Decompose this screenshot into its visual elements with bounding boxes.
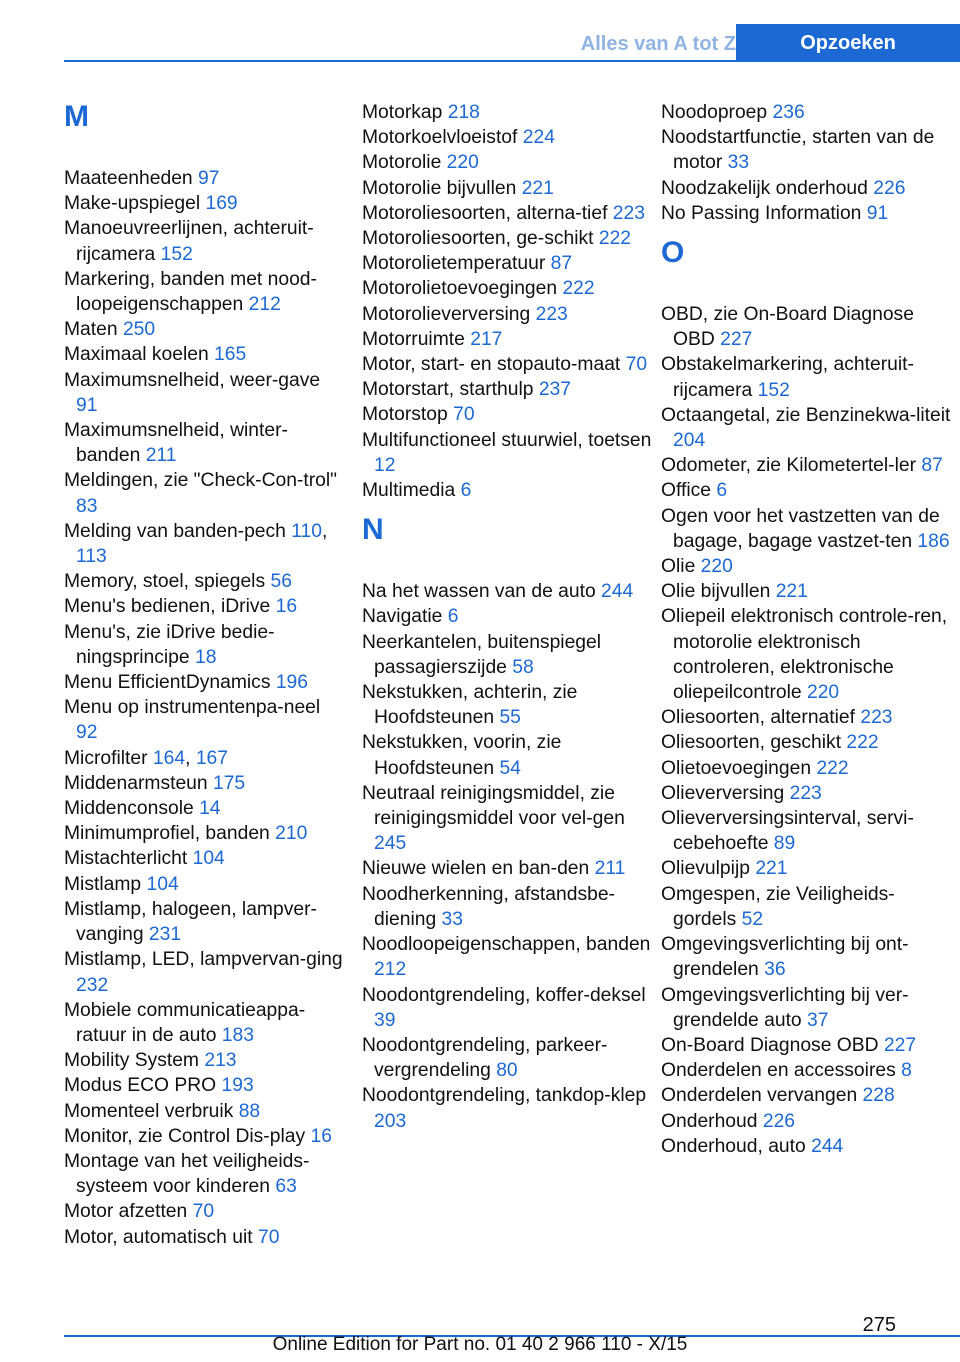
- page-link[interactable]: 55: [499, 707, 521, 729]
- page-link[interactable]: 104: [146, 873, 179, 895]
- page-link[interactable]: 87: [550, 253, 573, 275]
- entry-term: Noodontgrendeling, koffer-deksel: [362, 984, 646, 1006]
- page-link[interactable]: 223: [860, 707, 893, 729]
- entry-term: Onderhoud, auto: [661, 1135, 806, 1157]
- page-link[interactable]: 70: [625, 354, 648, 376]
- index-entry: [661, 756, 953, 781]
- index-entry: [661, 806, 953, 856]
- index-entry: [64, 317, 346, 342]
- page-link[interactable]: 223: [612, 202, 645, 224]
- page-link[interactable]: 70: [257, 1226, 280, 1248]
- index-entry: [362, 730, 654, 780]
- index-entry: [661, 403, 953, 453]
- index-entry: [362, 630, 654, 680]
- page-number: 275: [862, 1314, 896, 1336]
- page-link[interactable]: 56: [270, 571, 292, 593]
- index-entry: [64, 1048, 346, 1073]
- entry-term: OBD, zie On-Board Diagnose OBD: [661, 304, 914, 351]
- page-link[interactable]: 113: [76, 546, 107, 568]
- page-link[interactable]: 89: [773, 833, 796, 855]
- page-link[interactable]: 211: [594, 858, 626, 880]
- entry-term: Middenarmsteun: [64, 772, 208, 794]
- page-link[interactable]: 14: [199, 798, 221, 820]
- index-entry: [661, 1134, 953, 1159]
- index-entry: [64, 897, 346, 947]
- index-entry: [362, 226, 654, 251]
- entry-term: Onderhoud: [661, 1110, 758, 1132]
- index-entry: [64, 1199, 346, 1224]
- entry-term: Noodzakelijk onderhoud: [661, 177, 868, 199]
- index-entry: [362, 176, 654, 201]
- entry-term: Montage van het veiligheids-systeem voor kinderen: [64, 1150, 310, 1198]
- page-link[interactable]: 210: [275, 823, 308, 845]
- entry-term: Noodontgrendeling, parkeer-vergrendeling: [362, 1034, 608, 1082]
- page-link[interactable]: 244: [601, 581, 634, 603]
- entry-term: Mistlamp, halogeen, lampver-vanging: [64, 898, 317, 946]
- entry-term: Octaangetal, zie Benzinekwa-liteit: [661, 404, 951, 426]
- index-entry: [661, 1033, 953, 1058]
- page-link[interactable]: 12: [374, 454, 396, 476]
- index-entry: [362, 150, 654, 175]
- index-entry: [661, 1109, 953, 1134]
- index-entry: [362, 251, 654, 276]
- entry-term: Noodoproep: [661, 102, 768, 123]
- entry-term: Motorstop: [362, 404, 448, 426]
- index-entry: [661, 579, 953, 604]
- entry-term: Olietoevoegingen: [661, 757, 812, 779]
- page-link[interactable]: 6: [447, 606, 459, 628]
- page-link[interactable]: 52: [741, 908, 764, 930]
- entry-term: Noodherkenning, afstandsbe-diening: [362, 883, 615, 930]
- entry-term: Menu EfficientDynamics: [64, 672, 271, 694]
- entry-term: Multimedia: [362, 480, 456, 502]
- entry-term: Motorolietemperatuur: [362, 253, 546, 275]
- page-link[interactable]: 16: [310, 1125, 332, 1147]
- page-link[interactable]: 222: [562, 278, 595, 300]
- index-entry: [661, 604, 953, 705]
- index-entry: [362, 428, 654, 478]
- index-entry: [64, 821, 346, 846]
- entry-term: Olieverversing: [661, 782, 785, 804]
- index-entry: [64, 1073, 346, 1098]
- page-link[interactable]: 226: [873, 177, 906, 199]
- index-entry: [64, 670, 346, 695]
- page-link[interactable]: 223: [789, 782, 822, 804]
- index-entry: [64, 1099, 346, 1124]
- page-link[interactable]: 183: [221, 1024, 254, 1046]
- page-link[interactable]: 91: [76, 394, 98, 416]
- index-entry: [64, 418, 346, 468]
- index-entry: [362, 302, 654, 327]
- page-link[interactable]: 193: [221, 1075, 254, 1097]
- entry-term: Oliesoorten, geschikt: [661, 732, 842, 754]
- section-letter: N: [362, 513, 384, 547]
- index-entry: [64, 620, 346, 670]
- page-link[interactable]: 221: [775, 581, 808, 603]
- index-entry: [64, 216, 346, 266]
- entry-term: Maten: [64, 319, 118, 341]
- header-bar: [64, 24, 960, 62]
- page-link[interactable]: 16: [275, 596, 298, 618]
- index-entry: [362, 680, 654, 730]
- index-entry: Microfilter 164, 167: [64, 747, 228, 769]
- entry-term: Motorolieverversing: [362, 303, 531, 325]
- entry-term: Onderdelen en accessoires: [661, 1060, 896, 1082]
- index-entry: [362, 125, 654, 150]
- page-link[interactable]: 104: [192, 848, 225, 870]
- index-entry: [661, 983, 953, 1033]
- page-link[interactable]: 237: [538, 379, 571, 401]
- entry-term: Memory, stoel, spiegels: [64, 571, 266, 593]
- entry-term: Obstakelmarkering, achteruit-rijcamera: [661, 354, 914, 401]
- page-link[interactable]: 6: [460, 480, 472, 502]
- index-entry: [64, 594, 346, 619]
- index-entry: [661, 100, 953, 125]
- entry-term: Motoroliesoorten, alterna-tief: [362, 202, 608, 224]
- index-entry: [64, 468, 346, 518]
- page-link[interactable]: 222: [846, 732, 879, 754]
- page-link[interactable]: 169: [205, 193, 238, 215]
- page-link[interactable]: 212: [374, 959, 407, 981]
- page-link[interactable]: 221: [755, 858, 788, 880]
- index-entry: [362, 932, 654, 982]
- index-entry: [64, 1124, 346, 1149]
- index-entry: [362, 377, 654, 402]
- page-link[interactable]: 70: [453, 404, 475, 426]
- entry-term: Odometer, zie Kilometertel-ler: [661, 455, 917, 477]
- page-link[interactable]: 236: [772, 102, 805, 123]
- index-entry: [661, 453, 953, 478]
- page-link[interactable]: 224: [522, 127, 555, 149]
- entry-term: Motorruimte: [362, 328, 465, 350]
- index-entry: [661, 1083, 953, 1108]
- page-link[interactable]: 203: [374, 1110, 407, 1132]
- entry-term: Momenteel verbruik: [64, 1100, 234, 1122]
- tab-alles-van-a-tot-z[interactable]: Alles van A tot Z: [580, 33, 736, 55]
- page-link[interactable]: 212: [248, 294, 281, 316]
- page-link[interactable]: 8: [901, 1060, 912, 1082]
- entry-term: Minimumprofiel, banden: [64, 823, 270, 845]
- index-entry: [661, 478, 953, 503]
- index-entry: [661, 882, 953, 932]
- entry-term: Make-upspiegel: [64, 193, 201, 215]
- page-link[interactable]: 211: [145, 445, 177, 467]
- entry-term: On-Board Diagnose OBD: [661, 1034, 879, 1056]
- entry-term: Mobility System: [64, 1050, 199, 1072]
- entry-term: Mistlamp: [64, 873, 142, 895]
- page-link[interactable]: 152: [160, 243, 193, 265]
- entry-term: Meldingen, zie "Check-Con-trol": [64, 470, 338, 492]
- entry-term: Navigatie: [362, 606, 443, 628]
- page-link[interactable]: 37: [807, 1009, 829, 1031]
- entry-term: Motorkoelvloeistof: [362, 127, 518, 149]
- entry-term: Noodstartfunctie, starten van de motor: [661, 127, 935, 174]
- page-link[interactable]: 175: [212, 772, 246, 794]
- page-link[interactable]: 217: [470, 328, 503, 350]
- entry-term: Motor afzetten: [64, 1201, 188, 1223]
- entry-term: Ogen voor het vastzetten van de bagage, bagage vastzet-ten: [661, 505, 940, 552]
- index-entry: [64, 342, 346, 367]
- index-entry: [362, 983, 654, 1033]
- index-entry: [661, 352, 953, 402]
- index-entry: [362, 1083, 654, 1133]
- page-link[interactable]: 91: [866, 202, 889, 224]
- index-entry: [64, 166, 346, 191]
- index-entry: [661, 730, 953, 755]
- index-entry: [362, 856, 654, 881]
- entry-term: Mistachterlicht: [64, 848, 188, 870]
- index-entry: [362, 100, 654, 125]
- page-link[interactable]: 186: [917, 530, 950, 552]
- page-link[interactable]: 222: [598, 228, 632, 250]
- page-link[interactable]: 213: [204, 1050, 237, 1072]
- index-column-2: [362, 100, 654, 1134]
- index-entry: [661, 856, 953, 881]
- index-entry: [362, 276, 654, 301]
- entry-term: Na het wassen van de auto: [362, 581, 596, 603]
- page-link[interactable]: 110: [291, 520, 323, 542]
- index-entry: [64, 846, 346, 871]
- page-link[interactable]: 228: [862, 1085, 895, 1107]
- entry-term: Nekstukken, voorin, zie Hoofdsteunen: [362, 732, 562, 779]
- index-entry: [64, 1149, 346, 1199]
- page-link[interactable]: 83: [76, 495, 98, 517]
- index-entry: [362, 478, 654, 503]
- page-link[interactable]: 231: [148, 924, 182, 946]
- entry-term: Omgevingsverlichting bij ver-grendelde auto: [661, 984, 909, 1031]
- page-link[interactable]: 204: [673, 430, 706, 452]
- page-link[interactable]: 223: [535, 303, 568, 325]
- index-entry: [64, 267, 346, 317]
- page-link[interactable]: 63: [275, 1176, 297, 1198]
- page-link[interactable]: 232: [76, 974, 109, 996]
- tab-opzoeken[interactable]: Opzoeken: [736, 24, 960, 62]
- entry-term: Neerkantelen, buitenspiegel passagierszijde: [362, 631, 602, 678]
- index-entry: [64, 947, 346, 997]
- entry-term: Motorstart, starthulp: [362, 379, 534, 401]
- page-link[interactable]: 220: [806, 682, 840, 704]
- header-rule: [64, 60, 960, 62]
- index-entry: [661, 125, 953, 175]
- page-link[interactable]: 167: [195, 747, 228, 769]
- index-entry: [362, 327, 654, 352]
- page-link[interactable]: 222: [816, 757, 849, 779]
- index-entry: [362, 579, 654, 604]
- entry-term: Nieuwe wielen en ban-den: [362, 858, 590, 880]
- index-entry: [661, 302, 953, 352]
- page-link[interactable]: 227: [720, 329, 753, 351]
- index-entry: [64, 1225, 346, 1250]
- entry-term: Olievulpijp: [661, 858, 750, 880]
- page-link[interactable]: 70: [192, 1201, 215, 1223]
- page-link[interactable]: 244: [811, 1135, 844, 1157]
- index-entry: [64, 569, 346, 594]
- entry-term: Olie: [661, 556, 696, 578]
- index-entry: [362, 1033, 654, 1083]
- page-link[interactable]: 58: [512, 656, 534, 678]
- page-link[interactable]: 87: [921, 455, 943, 477]
- entry-term: Markering, banden met nood-loopeigenschappen: [64, 268, 317, 316]
- page-link[interactable]: 36: [764, 959, 786, 981]
- index-entry: [661, 1058, 953, 1083]
- entry-term: Oliepeil elektronisch controle-ren, motorolie elektronisch controleren, elektronische oliepeilcontrole: [661, 606, 948, 704]
- entry-term: Motor, start- en stopauto-maat: [362, 354, 621, 376]
- entry-term: Motoroliesoorten, ge-schikt: [362, 228, 594, 250]
- page-link[interactable]: 220: [446, 152, 479, 174]
- entry-term: No Passing Information: [661, 202, 862, 224]
- entry-term: Noodloopeigenschappen, banden: [362, 934, 651, 956]
- page-link[interactable]: 39: [374, 1009, 396, 1031]
- entry-term: Menu's bedienen, iDrive: [64, 596, 271, 618]
- index-column-3: [661, 100, 953, 1159]
- index-entry: [661, 705, 953, 730]
- entry-term: Maateenheden: [64, 168, 193, 189]
- page-link[interactable]: 33: [441, 908, 463, 930]
- page-link[interactable]: 88: [238, 1100, 261, 1122]
- index-entry: [362, 402, 654, 427]
- index-entry: [64, 368, 346, 418]
- page-link[interactable]: 221: [521, 177, 554, 199]
- entry-term: Manoeuvreerlijnen, achteruit-rijcamera: [64, 218, 314, 265]
- entry-term: Onderdelen vervangen: [661, 1085, 858, 1107]
- entry-term: Maximumsnelheid, weer-gave: [64, 369, 321, 391]
- page-link[interactable]: 92: [76, 722, 98, 744]
- index-entry: [64, 695, 346, 745]
- entry-term: Omgespen, zie Veiligheids-gordels: [661, 883, 895, 930]
- page-link[interactable]: 227: [883, 1034, 917, 1056]
- page-link[interactable]: 54: [499, 757, 521, 779]
- index-entry: [64, 998, 346, 1048]
- index-entry: [661, 932, 953, 982]
- entry-term: Office: [661, 480, 712, 502]
- index-entry: [362, 882, 654, 932]
- entry-term: Melding van banden-pech: [64, 520, 286, 542]
- entry-term: Nekstukken, achterin, zie Hoofdsteunen: [362, 682, 578, 729]
- index-entry: [64, 771, 346, 796]
- page-link[interactable]: 6: [716, 480, 728, 502]
- page-link[interactable]: 97: [198, 168, 220, 189]
- page-link[interactable]: 164: [152, 747, 186, 769]
- entry-term: Modus ECO PRO: [64, 1075, 217, 1097]
- entry-term: Omgevingsverlichting bij ont-grendelen: [661, 934, 909, 981]
- section-letter: O: [661, 236, 685, 270]
- entry-term: Middenconsole: [64, 798, 194, 820]
- entry-term: Monitor, zie Control Dis-play: [64, 1125, 306, 1147]
- entry-term: Menu's, zie iDrive bedie-ningsprincipe: [64, 621, 275, 668]
- entry-term: Motor, automatisch uit: [64, 1226, 253, 1248]
- entry-term: Olie bijvullen: [661, 581, 771, 603]
- entry-term: Olieverversingsinterval, servi-cebehoefte: [661, 808, 914, 855]
- section-letter: M: [64, 100, 89, 133]
- entry-term: Motorolie: [362, 152, 442, 174]
- page-link[interactable]: 33: [727, 152, 750, 174]
- entry-term: Motorkap: [362, 102, 443, 123]
- page-link[interactable]: 226: [762, 1110, 796, 1132]
- entry-term: Motorolie bijvullen: [362, 177, 517, 199]
- index-column-1: [64, 100, 346, 1250]
- index-entry: Melding van banden-pech 110, 113: [64, 520, 328, 568]
- index-entry: [362, 781, 654, 857]
- page-link[interactable]: 218: [447, 102, 480, 123]
- index-entry: [661, 504, 953, 554]
- page-link[interactable]: 196: [275, 672, 308, 694]
- index-entry: [64, 191, 346, 216]
- index-entry: [64, 796, 346, 821]
- entry-term: Mistlamp, LED, lampvervan-ging: [64, 949, 343, 971]
- entry-term: Noodontgrendeling, tankdop-klep: [362, 1085, 647, 1107]
- index-entry: [362, 604, 654, 629]
- page-link[interactable]: 220: [700, 556, 733, 578]
- index-entry: [661, 781, 953, 806]
- entry-term: Multifunctioneel stuurwiel, toetsen: [362, 429, 652, 451]
- page-link[interactable]: 18: [194, 646, 217, 668]
- edition-note: Online Edition for Part no. 01 40 2 966 110 - X/15: [272, 1334, 688, 1355]
- index-entry: [661, 176, 953, 201]
- index-entry: [64, 872, 346, 897]
- page-link[interactable]: 245: [374, 833, 407, 855]
- entry-term: Mobiele communicatieappa-ratuur in de auto: [64, 999, 306, 1046]
- index-entry: [661, 554, 953, 579]
- entry-term: Maximaal koelen: [64, 344, 209, 366]
- entry-term: Microfilter: [64, 747, 148, 769]
- index-entry: [362, 201, 654, 226]
- page-link[interactable]: 80: [496, 1060, 518, 1082]
- entry-term: Neutraal reinigingsmiddel, zie reinigingsmiddel voor vel-gen: [362, 782, 625, 830]
- entry-term: Motorolietoevoegingen: [362, 278, 558, 300]
- entry-term: Menu op instrumentenpa-neel: [64, 697, 321, 719]
- page-link[interactable]: 165: [214, 344, 247, 366]
- index-entry: [661, 201, 953, 226]
- entry-term: Maximumsnelheid, winter-banden: [64, 420, 288, 467]
- page-link[interactable]: 250: [122, 319, 156, 341]
- page-link[interactable]: 152: [757, 379, 790, 401]
- index-entry: [362, 352, 654, 377]
- entry-term: Oliesoorten, alternatief: [661, 707, 855, 729]
